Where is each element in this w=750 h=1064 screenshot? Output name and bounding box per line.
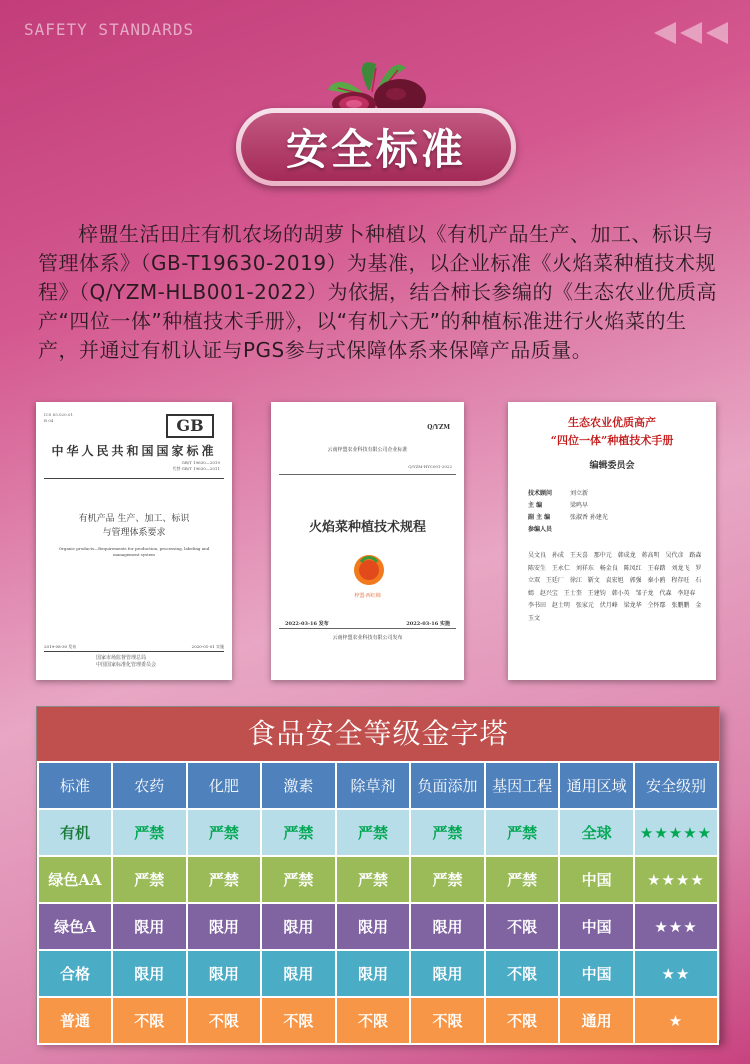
divider — [279, 474, 456, 475]
table-cell: 严禁 — [336, 856, 411, 903]
table-cell: 绿色AA — [38, 856, 112, 903]
divider — [44, 478, 224, 479]
safety-stars: ★★★ — [634, 903, 718, 950]
table-cell: 严禁 — [187, 809, 262, 856]
table-cell: 中国 — [559, 950, 634, 997]
doc-title: 有机产品 生产、加工、标识 与管理体系要求 — [78, 514, 190, 538]
table-cell: 合格 — [38, 950, 112, 997]
role-row: 参编人员 — [528, 526, 553, 533]
table-cell: 全球 — [559, 809, 634, 856]
table-cell: 不限 — [485, 997, 560, 1044]
committee-members: 吴文良 孙成 王天喜 那中元 韩成龙 蒋高明 吴代彦 路森 陈安生 王永仁 刘祥东 畅金良 陈凤红 王春踏 刘龙飞 罗立双 王廷厂 徐江 靳文 袁宏旭 郭强 秦小鸥 程存旺 石嫣 赵兴宝 王士奎 王建钧 韩小英 邹子龙 代森 李迎春 李书田 赵士明 张家元 伏月峰 梁龙华 仝怀鄢 张鹏鹏 金玉文 — [528, 552, 702, 622]
intro-paragraph: 梓盟生活田庄有机农场的胡萝卜种植以《有机产品生产、加工、标识与管理体系》（GB-T19630-2019）为基准，以企业标准《火焰菜种植技术规程》（Q/YZM-HLB001-2022）为依据，结合柿长参编的《生态农业优质高产“四位一体”种植技术手册》，以“有机六无”的种植标准进行火焰菜的生产，并通过有机认证与PGS参与式保障体系来保障产品质量。 — [38, 222, 718, 362]
table-cell: 不限 — [336, 997, 411, 1044]
column-header: 农药 — [112, 762, 187, 809]
table-cell: 不限 — [485, 903, 560, 950]
table-row — [38, 856, 718, 903]
table-cell: 限用 — [112, 950, 187, 997]
table-cell: 限用 — [187, 950, 262, 997]
table-cell: 严禁 — [485, 856, 560, 903]
table-cell: 不限 — [410, 997, 485, 1044]
doc-english-title: Organic products—Requirements for production, processing, labeling and management system — [58, 546, 210, 557]
table-cell: 严禁 — [112, 809, 187, 856]
table-cell: 不限 — [112, 997, 187, 1044]
table-cell: 中国 — [559, 856, 634, 903]
column-header: 除草剂 — [336, 762, 411, 809]
implement-date: 2020-01-01 实施 — [191, 644, 224, 649]
table-row — [38, 903, 718, 950]
doc-title: 火焰菜种植技术规程 — [308, 520, 426, 535]
table-cell: 严禁 — [261, 856, 336, 903]
table-cell: 不限 — [187, 997, 262, 1044]
pyramid-title: 食品安全等级金字塔 — [37, 707, 719, 761]
table-cell: 限用 — [261, 903, 336, 950]
doc-dates — [285, 620, 450, 627]
column-header: 激素 — [261, 762, 336, 809]
table-cell: 严禁 — [485, 809, 560, 856]
manual-subtitle: 编辑委员会 — [589, 461, 635, 471]
column-header: 基因工程 — [485, 762, 560, 809]
divider — [279, 628, 456, 629]
table-cell: 普通 — [38, 997, 112, 1044]
implement-date: 2022-03-16 实施 — [406, 621, 450, 627]
safety-level-table — [37, 761, 719, 1045]
table-cell: 不限 — [485, 950, 560, 997]
table-cell: 限用 — [336, 950, 411, 997]
manual-committee-document — [508, 402, 716, 680]
doc-heading: 中华人民共和国国家标准 — [51, 444, 217, 458]
table-cell: 限用 — [187, 903, 262, 950]
issue-date: 2022-03-16 发布 — [285, 621, 329, 627]
table-row — [38, 950, 718, 997]
table-cell: 不限 — [261, 997, 336, 1044]
table-cell: 严禁 — [261, 809, 336, 856]
divider — [44, 651, 224, 652]
issue-date: 2019-08-30 发布 — [44, 644, 77, 649]
column-header: 通用区域 — [559, 762, 634, 809]
doc-ics-code: ICS 65.020.01 B 04 — [44, 412, 74, 423]
column-header: 负面添加 — [410, 762, 485, 809]
table-cell: 有机 — [38, 809, 112, 856]
manual-title — [508, 414, 716, 450]
role-row: 技术顾问 刘立新 — [528, 490, 589, 497]
doc-organization: 云南梓盟农业科技有限公司企业标准 — [327, 447, 408, 453]
gb-standard-document — [36, 402, 232, 680]
column-header: 标准 — [38, 762, 112, 809]
safety-stars: ★ — [634, 997, 718, 1044]
doc-publisher: 云南梓盟农业科技有限公司发布 — [332, 635, 403, 641]
page-title: 安全标准 — [241, 113, 511, 181]
doc-std-code: Q/YZM — [427, 424, 450, 431]
doc-publisher: 国家市场监督管理总局 中国国家标准化管理委员会 — [96, 655, 157, 668]
table-cell: 中国 — [559, 903, 634, 950]
table-cell: 严禁 — [410, 856, 485, 903]
gb-logo-icon: GB — [166, 414, 214, 438]
table-row — [38, 809, 718, 856]
table-cell: 限用 — [112, 903, 187, 950]
table-cell: 严禁 — [336, 809, 411, 856]
table-cell: 绿色A — [38, 903, 112, 950]
table-cell: 限用 — [336, 903, 411, 950]
title-badge — [236, 108, 516, 186]
table-row — [38, 997, 718, 1044]
table-cell: 严禁 — [112, 856, 187, 903]
table-cell: 限用 — [410, 950, 485, 997]
table-header-row — [38, 762, 718, 809]
food-safety-pyramid-table — [36, 706, 720, 1040]
safety-stars: ★★★★ — [634, 856, 718, 903]
section-label: SAFETY STANDARDS — [24, 20, 195, 39]
enterprise-standard-document — [271, 402, 464, 680]
safety-stars: ★★ — [634, 950, 718, 997]
manual-title-line1: 生态农业优质高产 — [568, 416, 656, 429]
doc-std-number: Q/YZM-HYC001-2022 — [408, 464, 452, 469]
doc-std-number: GB/T 19630—2019 代替 GB/T 19630—2011 — [172, 460, 220, 471]
doc-dates — [44, 644, 224, 650]
table-cell: 通用 — [559, 997, 634, 1044]
logo-caption: 梓盟·西红柿 — [354, 593, 381, 599]
column-header: 安全级别 — [634, 762, 718, 809]
table-cell: 限用 — [261, 950, 336, 997]
role-row: 副 主 编 张淑香 孙建光 — [528, 514, 608, 521]
table-cell: 严禁 — [410, 809, 485, 856]
table-cell: 限用 — [410, 903, 485, 950]
triple-left-arrow-icon — [654, 22, 728, 44]
safety-stars: ★★★★★ — [634, 809, 718, 856]
committee-roles — [528, 488, 608, 536]
role-row: 主 编 梁鸣早 — [528, 502, 589, 509]
column-header: 化肥 — [187, 762, 262, 809]
table-cell: 严禁 — [187, 856, 262, 903]
manual-title-line2: “四位一体”种植技术手册 — [550, 434, 674, 447]
